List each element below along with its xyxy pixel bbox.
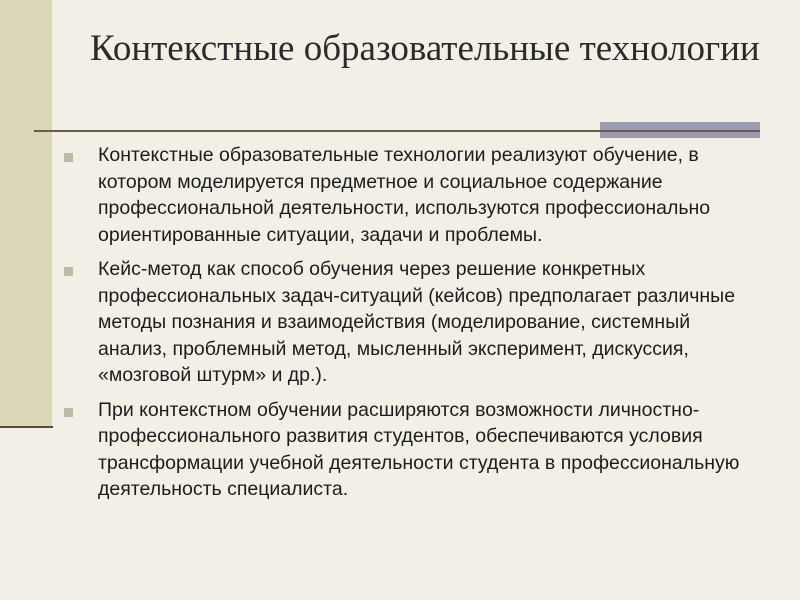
bullet-item <box>62 256 762 389</box>
left-strip-underline <box>0 426 53 428</box>
square-bullet-icon <box>64 267 73 276</box>
left-decorative-strip <box>0 0 52 428</box>
bullet-item <box>62 397 762 503</box>
title-divider-line <box>34 130 600 132</box>
square-bullet-icon <box>64 153 73 162</box>
bullet-item <box>62 142 762 248</box>
bullet-list <box>62 142 762 511</box>
bullet-text: Контекстные образовательные технологии реализуют обучение, в котором моделируется предметное и социальное содержание профессиональной деятельности, используются профессионально ориентированные ситуации, задачи и проблемы. <box>98 144 711 246</box>
square-bullet-icon <box>64 408 73 417</box>
slide-title: Контекстные образовательные технологии <box>90 28 760 69</box>
bullet-text: При контекстном обучении расширяются возможности личностно-профессионального развития студентов, обеспечиваются условия трансформации учебной деятельности студента в профессиональную деятельность специалиста. <box>98 398 740 500</box>
title-accent-line <box>600 130 760 132</box>
bullet-text: Кейс-метод как способ обучения через решение конкретных профессиональных задач-ситуаций (кейсов) предполагает различные методы познания и взаимодействия (моделирование, системный анализ, проблемный метод, мысленный эксперимент, дискуссия, «мозговой штурм» и др.). <box>98 258 736 386</box>
